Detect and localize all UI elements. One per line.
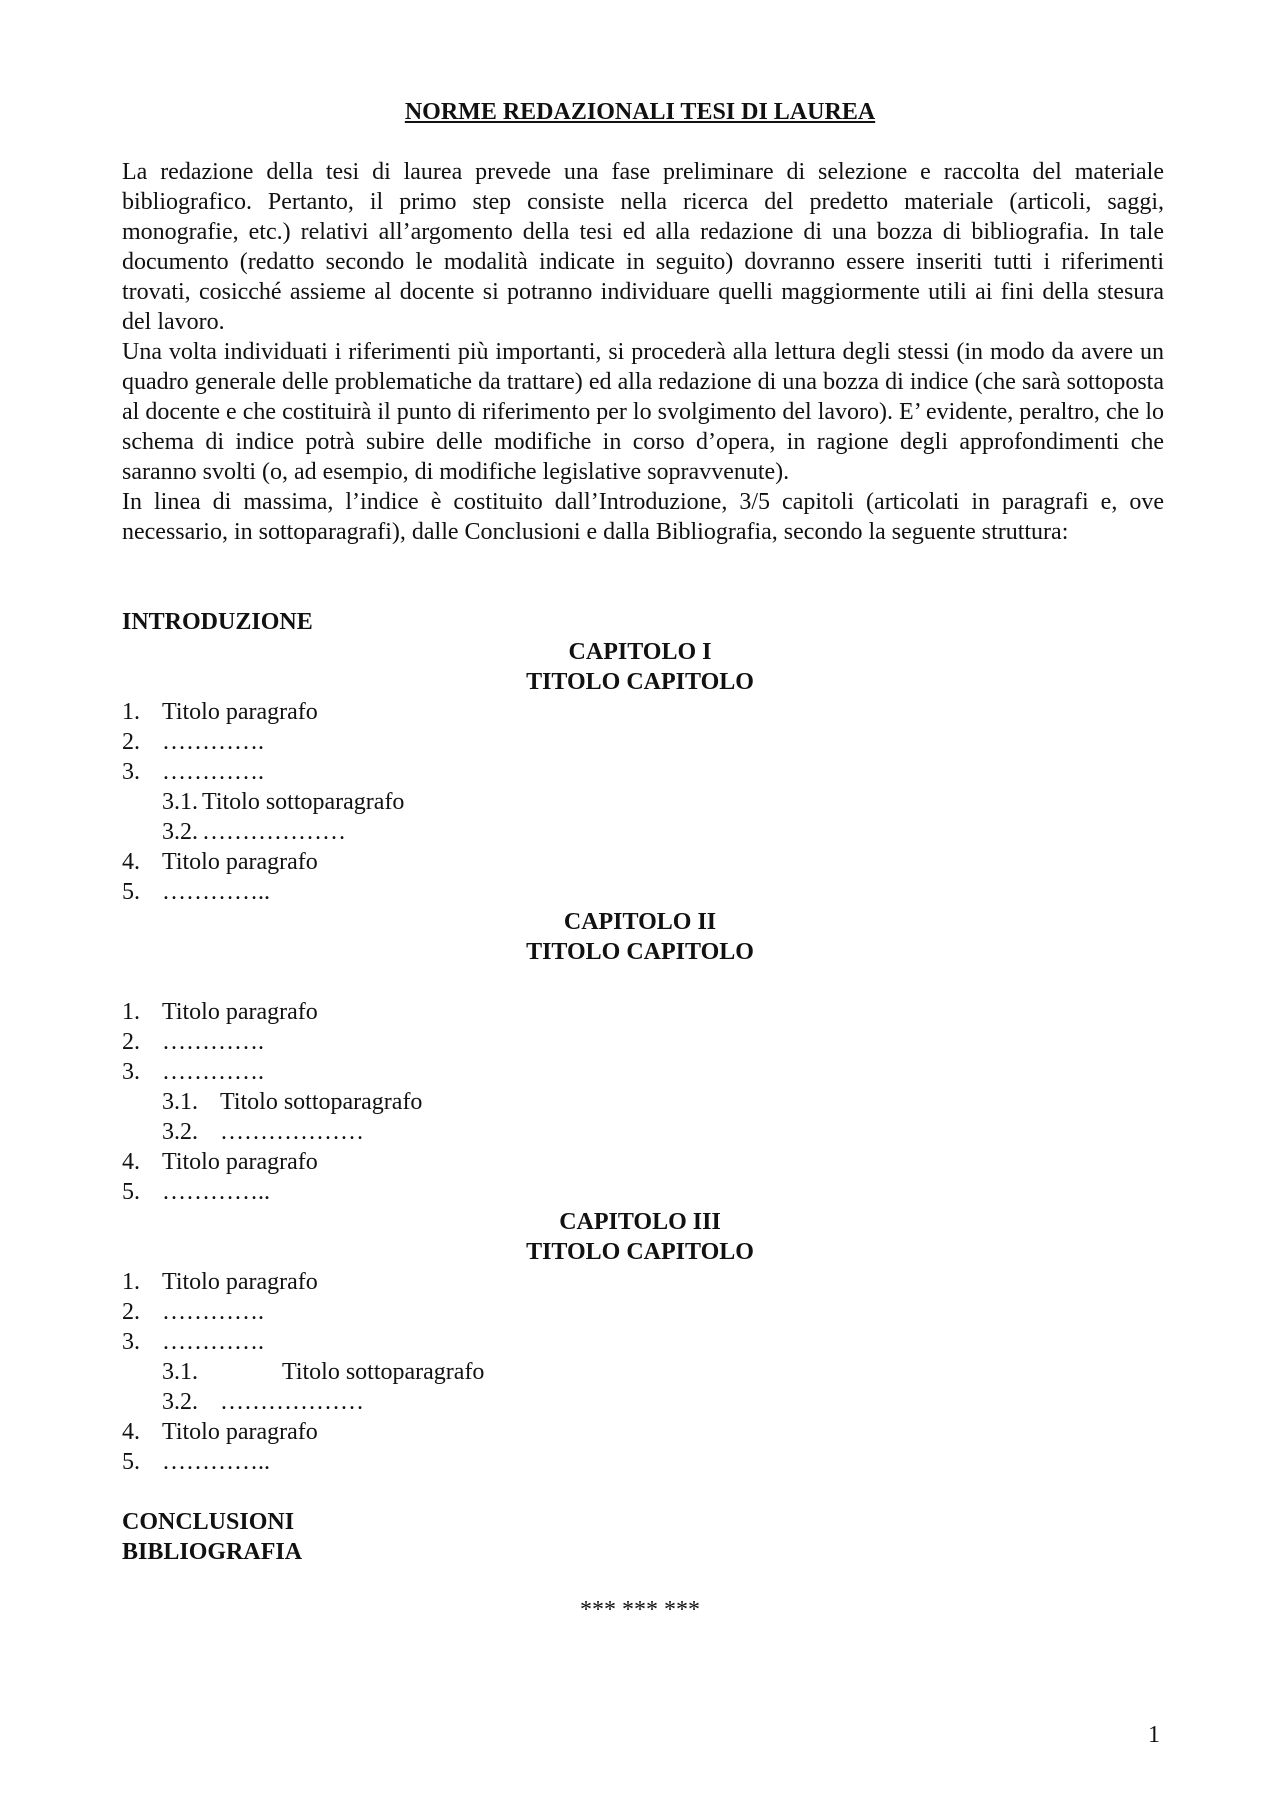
body-text [122,157,1164,547]
item-number: 3.1. [162,1359,198,1385]
item-number: 1. [122,999,140,1025]
item-text: ………….. [162,1449,270,1475]
item-number: 3.2. [162,819,198,845]
paragraph: In linea di massima, l’indice è costituito dall’Introduzione, 3/5 capitoli (articolati in paragrafi e, ove necessario, in sottoparagrafi), dalle Conclusioni e dalla Bibliografia, secondo la seguente struttura: [122,489,1164,545]
item-number: 5. [122,1449,140,1475]
item-text: Titolo sottoparagrafo [220,1089,423,1115]
item-number: 3. [122,759,140,785]
item-text: ………….. [162,879,270,905]
item-text: …………. [162,759,264,785]
chapter-heading: CAPITOLO III [559,1209,721,1235]
item-number: 5. [122,1179,140,1205]
item-number: 5. [122,879,140,905]
document-title: NORME REDAZIONALI TESI DI LAUREA [404,99,876,125]
item-text: …………. [162,1059,264,1085]
item-text: Titolo paragrafo [162,1149,318,1175]
paragraph: Una volta individuati i riferimenti più importanti, si procederà alla lettura degli stessi (in modo da avere un quadro generale delle problematiche da trattare) ed alla redazione di una bozza di indice (che sarà sottoposta al docente e che costituirà il punto di riferimento per lo svolgimento del lavoro). E’ evidente, peraltro, che lo schema di indice potrà subire delle modifiche in corso d’opera, in ragione degli approfondimenti che saranno svolti (o, ad esempio, di modifiche legislative sopravvenute). [122,339,1164,485]
item-text: …………. [162,1299,264,1325]
item-text: ………….. [162,1179,270,1205]
item-number: 3.2. [162,1389,198,1415]
introduction-heading: INTRODUZIONE [122,609,313,635]
item-text: ……………… [220,1389,364,1415]
item-number: 3.1. [162,1089,198,1115]
item-number: 3.1. [162,789,198,815]
chapter-heading: CAPITOLO I [568,639,712,665]
item-text: …………. [162,1029,264,1055]
item-text: Titolo paragrafo [162,1269,318,1295]
item-number: 3. [122,1329,140,1355]
item-number: 1. [122,699,140,725]
item-number: 3. [122,1059,140,1085]
section-separator: *** *** *** [580,1597,700,1623]
item-number: 2. [122,1299,140,1325]
item-number: 1. [122,1269,140,1295]
item-number: 2. [122,729,140,755]
chapter-heading: CAPITOLO II [563,909,717,935]
item-number: 4. [122,1149,140,1175]
chapter-title: TITOLO CAPITOLO [526,669,754,695]
conclusions-heading: CONCLUSIONI [122,1509,295,1535]
item-text: Titolo sottoparagrafo [202,789,405,815]
paragraph: La redazione della tesi di laurea prevede una fase preliminare di selezione e raccolta del materiale bibliografico. Pertanto, il primo step consiste nella ricerca del predetto materiale (articoli, saggi, monografie, etc.) relativi all’argomento della tesi ed alla redazione di una bozza di bibliografia. In tale documento (redatto secondo le modalità indicate in seguito) dovranno essere inseriti tutti i riferimenti trovati, cosicché assieme al docente si potranno individuare quelli maggiormente utili ai fini della stesura del lavoro. [122,159,1164,335]
item-text: Titolo paragrafo [162,999,318,1025]
item-text: …………. [162,729,264,755]
item-number: 4. [122,1419,140,1445]
item-number: 2. [122,1029,140,1055]
item-text: Titolo sottoparagrafo [282,1359,485,1385]
item-text: Titolo paragrafo [162,1419,318,1445]
bibliography-heading: BIBLIOGRAFIA [122,1539,303,1565]
item-text: ……………… [220,1119,364,1145]
chapter-title: TITOLO CAPITOLO [526,1239,754,1265]
item-text: ……………… [202,819,346,845]
item-number: 4. [122,849,140,875]
item-number: 3.2. [162,1119,198,1145]
item-text: Titolo paragrafo [162,849,318,875]
page-number: 1 [1148,1722,1160,1748]
chapter-title: TITOLO CAPITOLO [526,939,754,965]
item-text: Titolo paragrafo [162,699,318,725]
item-text: …………. [162,1329,264,1355]
